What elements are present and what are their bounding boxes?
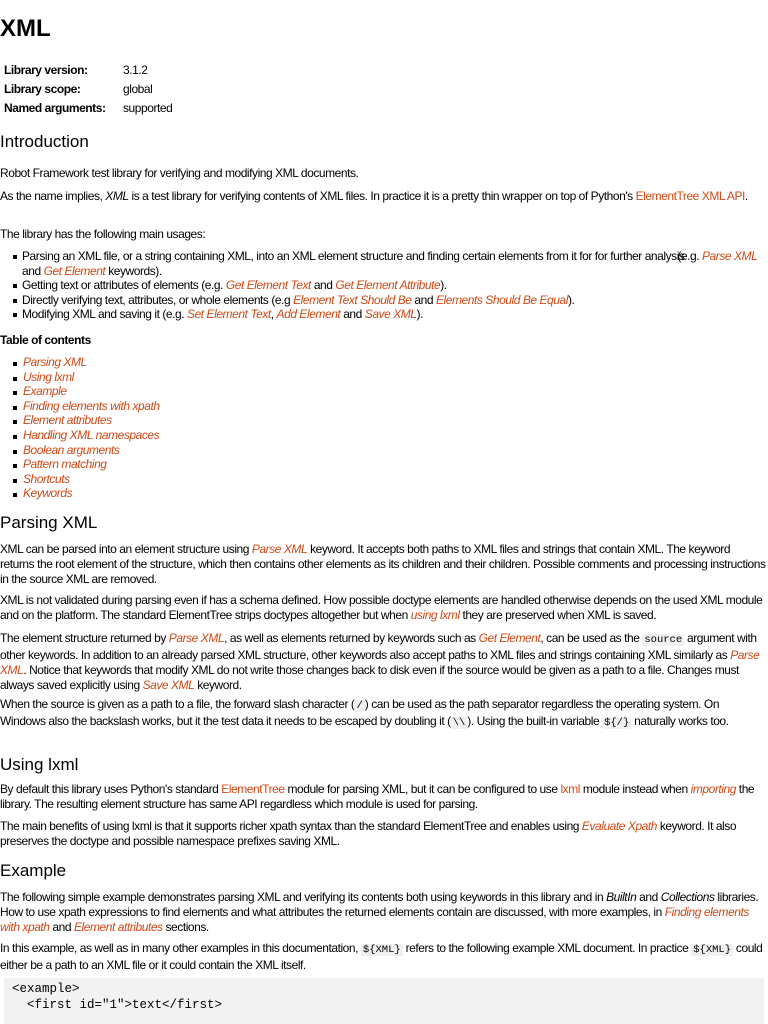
info-value: global xyxy=(123,81,153,96)
text: As the name implies, xyxy=(0,189,106,203)
toc-link-using-lxml[interactable]: Using lxml xyxy=(23,369,74,384)
info-row-named-args xyxy=(4,98,172,117)
introduction-heading: Introduction xyxy=(0,132,89,151)
text: The following simple example demonstrates parsing XML and verifying its contents both using keywords in this library and in xyxy=(0,890,607,904)
text: and xyxy=(411,292,436,307)
toc-link-namespaces[interactable]: Handling XML namespaces xyxy=(23,427,160,442)
intro-paragraph-2 xyxy=(0,189,766,204)
text: . xyxy=(744,189,748,203)
text: ). xyxy=(440,278,447,292)
text: and xyxy=(310,278,336,292)
toc-link-pattern-matching[interactable]: Pattern matching xyxy=(23,457,107,472)
code-source: source xyxy=(644,634,683,646)
parse-xml-link[interactable]: Parse XML xyxy=(168,631,225,645)
toc-heading: Table of contents xyxy=(0,333,91,347)
toc-item xyxy=(0,443,766,458)
text: . Notice that keywords that modify XML do not write those changes back to disk even if the source would be given as a path to a file. Changes must always saved explicitly using xyxy=(0,663,739,692)
save-xml-link[interactable]: Save XML xyxy=(364,307,417,321)
text: the library. The resulting element structure has same API regardless which module is used for parsing. xyxy=(0,782,755,811)
list-item xyxy=(0,307,766,322)
text: argument with other keywords. In addition to an already parsed XML structure, other keywords also accept paths to XML files and strings containing XML similarly as xyxy=(0,631,757,662)
text: ) can be used as the path separator regardless the operating system. On Windows also the backslash works, but it the test data it needs to be escaped by doubling it ( xyxy=(0,697,720,728)
text: keywords). xyxy=(105,263,162,278)
info-value: 3.1.2 xyxy=(123,62,148,77)
table-of-contents xyxy=(0,355,766,501)
using-lxml-heading: Using lxml xyxy=(0,755,79,774)
parse-xml-link[interactable]: Parse XML xyxy=(251,542,308,556)
get-element-text-link[interactable]: Get Element Text xyxy=(225,278,311,292)
toc-item xyxy=(0,457,766,472)
text: Getting text or attributes of elements (e.g. xyxy=(22,278,226,292)
finding-elements-link[interactable]: Finding elements with xpath xyxy=(0,905,749,934)
list-item xyxy=(0,249,766,278)
text: (e.g. xyxy=(677,249,703,263)
toc-link-keywords[interactable]: Keywords xyxy=(23,486,73,501)
library-info-table xyxy=(4,60,172,117)
using-lxml-link[interactable]: using lxml xyxy=(410,608,460,622)
text: In this example, as well as in many other examples in this documentation, xyxy=(0,941,361,955)
text: Parsing an XML file, or a string containing XML, into an XML element structure and finding certain elements from it for for further analysis xyxy=(22,249,685,263)
info-key: Library version: xyxy=(4,62,88,77)
text: and xyxy=(49,920,74,934)
text: When the source is given as a path to a file, the forward slash character ( xyxy=(0,697,355,711)
get-element-attribute-link[interactable]: Get Element Attribute xyxy=(335,278,441,292)
toc-link-shortcuts[interactable]: Shortcuts xyxy=(23,471,70,486)
text: and xyxy=(636,890,661,904)
toc-link-parsing-xml[interactable]: Parsing XML xyxy=(23,355,87,369)
library-name: Collections xyxy=(660,890,715,904)
toc-link-finding-elements[interactable]: Finding elements with xpath xyxy=(23,398,160,413)
text: , can be used as the xyxy=(540,631,643,645)
info-row-version xyxy=(4,60,172,79)
set-element-text-link[interactable]: Set Element Text xyxy=(187,307,271,321)
parse-xml-link[interactable]: Parse XML xyxy=(0,648,760,677)
intro-paragraph-1: Robot Framework test library for verifying and modifying XML documents. xyxy=(0,166,359,180)
text: is a test library for verifying contents of XML files. In practice it is a pretty thin wrapper on top of Python's xyxy=(128,189,636,203)
library-name: BuiltIn xyxy=(606,890,637,904)
text: naturally works too. xyxy=(631,714,729,728)
info-value: supported xyxy=(123,100,173,115)
text: refers to the following example XML document. In practice xyxy=(402,941,692,955)
parsing-xml-heading: Parsing XML xyxy=(0,513,98,532)
text: module instead when xyxy=(579,782,691,796)
example-heading: Example xyxy=(0,861,67,880)
example-xml-code-block: <example> <first id="1">text</first> xyxy=(4,978,764,1024)
text: XML is not validated during parsing even if has a schema defined. How possible doctype elements are handled otherwise depends on the used XML module and on the platform. The standard ElementTree strips doctypes altogether but when xyxy=(0,593,763,622)
intro-paragraph-3: The library has the following main usages: xyxy=(0,227,206,241)
list-item xyxy=(0,293,766,308)
text: ). xyxy=(567,292,575,307)
code-xml-variable: ${XML} xyxy=(362,944,401,956)
text: Modifying XML and saving it (e.g. xyxy=(22,307,188,321)
element-text-should-be-link[interactable]: Element Text Should Be xyxy=(293,292,412,307)
toc-link-example[interactable]: Example xyxy=(23,384,67,399)
elements-should-be-equal-link[interactable]: Elements Should Be Equal xyxy=(435,292,568,307)
toc-link-element-attributes[interactable]: Element attributes xyxy=(23,413,112,428)
list-item xyxy=(0,278,766,293)
text: ). xyxy=(416,307,423,321)
text: , as well as elements returned by keywords such as xyxy=(224,631,479,645)
elementtree-link[interactable]: ElementTree XML API xyxy=(635,189,745,203)
lxml-paragraph-1 xyxy=(0,782,766,812)
parsing-paragraph-4 xyxy=(0,697,766,731)
example-paragraph-2 xyxy=(0,941,766,973)
text: libraries. How to use xpath expressions to find elements and what attributes the returned elements contain are discussed, with more examples, in xyxy=(0,890,759,919)
text: XML can be parsed into an element structure using xyxy=(0,542,252,556)
text: and xyxy=(340,307,365,321)
text: module for parsing XML, but it can be configured to use xyxy=(284,782,561,796)
info-key: Library scope: xyxy=(4,81,81,96)
toc-link-boolean-arguments[interactable]: Boolean arguments xyxy=(23,442,120,457)
text: and xyxy=(22,263,44,278)
text: sections. xyxy=(162,920,209,934)
code-slash: / xyxy=(356,700,363,712)
toc-item xyxy=(0,399,766,414)
element-attributes-link[interactable]: Element attributes xyxy=(73,920,163,934)
toc-item xyxy=(0,486,766,501)
toc-item xyxy=(0,384,766,399)
library-name: XML xyxy=(105,189,129,203)
text: The main benefits of using lxml is that it supports richer xpath syntax than the standard ElementTree and enables using xyxy=(0,819,582,833)
importing-link[interactable]: importing xyxy=(690,782,736,796)
text: Directly verifying text, attributes, or whole elements (e.g xyxy=(22,292,294,307)
toc-item xyxy=(0,428,766,443)
page-title: XML xyxy=(0,15,51,42)
parsing-paragraph-3 xyxy=(0,631,766,693)
lxml-link[interactable]: lxml xyxy=(560,782,580,796)
lxml-paragraph-2 xyxy=(0,819,766,849)
toc-item xyxy=(0,355,766,370)
parsing-paragraph-1 xyxy=(0,542,766,587)
toc-item xyxy=(0,472,766,487)
code-backslash: \\ xyxy=(452,717,466,729)
code-xml-variable: ${XML} xyxy=(693,944,732,956)
text: By default this library uses Python's standard xyxy=(0,782,222,796)
add-element-link[interactable]: Add Element xyxy=(276,307,341,321)
toc-item xyxy=(0,370,766,385)
toc-item xyxy=(0,413,766,428)
parsing-paragraph-2 xyxy=(0,593,766,623)
info-key: Named arguments: xyxy=(4,100,106,115)
evaluate-xpath-link[interactable]: Evaluate Xpath xyxy=(581,819,657,833)
text: The element structure returned by xyxy=(0,631,169,645)
text: , xyxy=(270,307,277,321)
text: ). Using the built-in variable xyxy=(467,714,603,728)
elementtree-link[interactable]: ElementTree xyxy=(221,782,285,796)
text: keyword. xyxy=(194,678,242,692)
usages-list xyxy=(0,249,766,322)
code-separator-variable: ${/} xyxy=(604,717,630,729)
example-paragraph-1 xyxy=(0,890,766,935)
get-element-link[interactable]: Get Element xyxy=(43,263,106,278)
text: keyword. It accepts both paths to XML files and strings that contain XML. The keyword returns the root element of the structure, which then contains other elements as its children and their children. Possible comments and processing instructions in the source XML are removed. xyxy=(0,542,766,586)
get-element-link[interactable]: Get Element xyxy=(478,631,541,645)
text: could either be a path to an XML file or it could contain the XML itself. xyxy=(0,941,763,972)
info-row-scope xyxy=(4,79,172,98)
text: they are preserved when XML is saved. xyxy=(459,608,657,622)
parse-xml-link[interactable]: Parse XML xyxy=(702,249,758,263)
save-xml-link[interactable]: Save XML xyxy=(142,678,195,692)
text: keyword. It also preserves the doctype and possible namespace prefixes saving XML. xyxy=(0,819,737,848)
